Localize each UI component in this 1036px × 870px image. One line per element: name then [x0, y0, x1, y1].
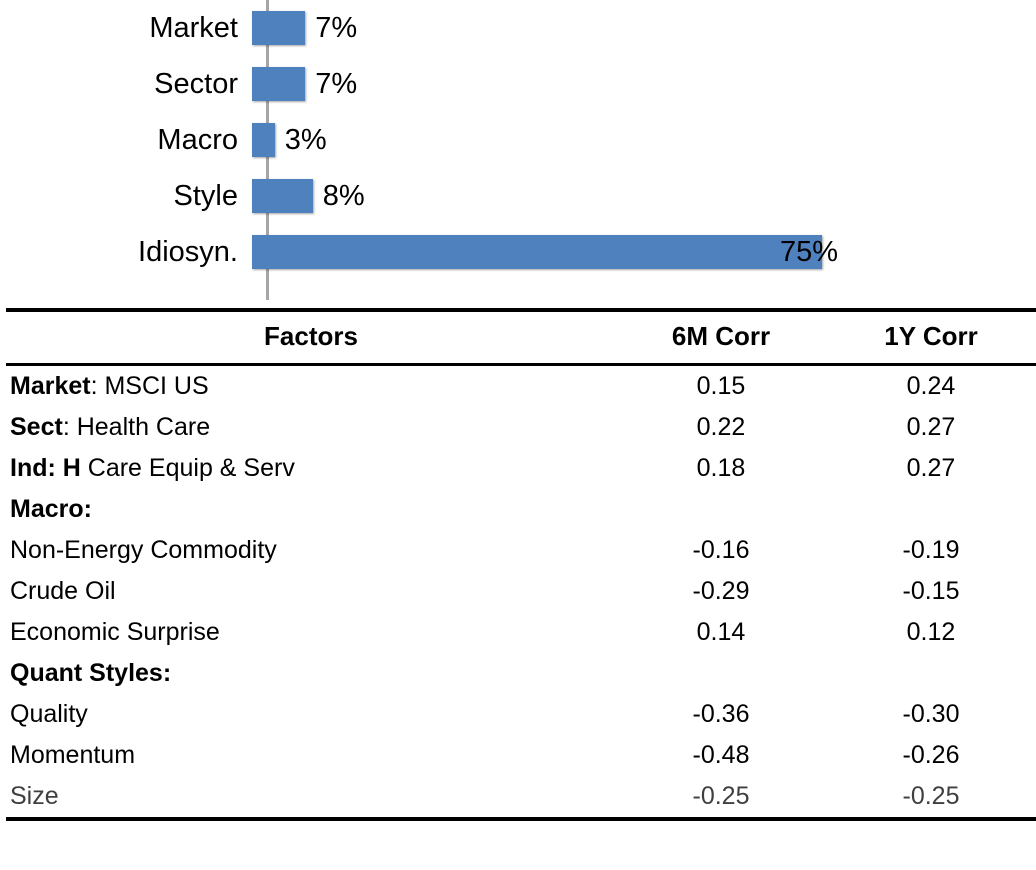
- factor-name-text: Economic Surprise: [10, 618, 220, 646]
- factor-name-cell: [6, 489, 616, 530]
- factor-name-bold: Macro:: [10, 495, 92, 523]
- factor-name-bold: Market: [10, 372, 91, 400]
- table-row: [6, 530, 1036, 571]
- table-row: [6, 735, 1036, 776]
- bar-fill: [252, 11, 305, 45]
- bar-value-label: 7%: [315, 67, 358, 100]
- bar-list: [0, 0, 1036, 280]
- table-row: [6, 365, 1036, 408]
- corr-6m-cell: -0.48: [692, 741, 750, 769]
- factor-name-text: : MSCI US: [90, 372, 209, 400]
- bar-category-label: Idiosyn.: [138, 235, 238, 268]
- table-body: [6, 365, 1036, 820]
- factor-name-cell: [6, 776, 616, 819]
- bar-fill: [252, 235, 822, 269]
- bar-category-label: Style: [173, 179, 238, 212]
- bar-track: [252, 112, 1036, 168]
- corr-6m-cell: -0.16: [692, 536, 750, 564]
- corr-6m-cell: 0.15: [696, 372, 746, 400]
- bar-row: [0, 0, 1036, 56]
- column-header-factors: Factors: [264, 321, 358, 351]
- corr-1y-cell: [826, 489, 1036, 530]
- corr-6m-cell: [616, 489, 826, 530]
- corr-1y-cell: 0.27: [906, 413, 956, 441]
- correlation-table: [6, 308, 1036, 821]
- factor-name-cell: [6, 365, 616, 408]
- bar-value-label: 75%: [779, 235, 838, 268]
- table-row: [6, 489, 1036, 530]
- bar-value-label: 3%: [284, 123, 327, 156]
- factor-name-text: : Health Care: [62, 413, 211, 441]
- factor-name-text: Size: [10, 782, 59, 810]
- bar-value-label: 8%: [322, 179, 365, 212]
- corr-1y-cell: -0.25: [902, 782, 960, 810]
- bar-track: [252, 56, 1036, 112]
- factor-name-cell: [6, 530, 616, 571]
- table-row: [6, 776, 1036, 819]
- table-row: [6, 694, 1036, 735]
- corr-1y-cell: [826, 653, 1036, 694]
- factor-name-text: Non-Energy Commodity: [10, 536, 277, 564]
- factor-name-bold: Sect: [10, 413, 63, 441]
- corr-1y-cell: -0.15: [902, 577, 960, 605]
- column-header-6m-corr: 6M Corr: [671, 321, 771, 351]
- table-header: [6, 310, 1036, 365]
- factor-name-cell: [6, 448, 616, 489]
- corr-1y-cell: 0.27: [906, 454, 956, 482]
- bar-category-label: Sector: [154, 67, 238, 100]
- table-row: [6, 407, 1036, 448]
- bar-row: [0, 224, 1036, 280]
- factor-name-text: Care Equip & Serv: [80, 454, 295, 482]
- bar-track: [252, 168, 1036, 224]
- factor-correlation-table: [0, 308, 1036, 821]
- bar-row: [0, 168, 1036, 224]
- factor-attribution-bar-chart: [0, 0, 1036, 308]
- corr-1y-cell: -0.19: [902, 536, 960, 564]
- table-row: [6, 571, 1036, 612]
- corr-1y-cell: 0.24: [906, 372, 956, 400]
- table-row: [6, 448, 1036, 489]
- bar-track: [252, 0, 1036, 56]
- corr-6m-cell: -0.29: [692, 577, 750, 605]
- corr-6m-cell: [616, 653, 826, 694]
- bar-fill: [252, 123, 275, 157]
- factor-name-text: Momentum: [10, 741, 136, 769]
- table-row: [6, 653, 1036, 694]
- factor-name-text: Crude Oil: [10, 577, 116, 605]
- bar-fill: [252, 179, 313, 213]
- table-row: [6, 612, 1036, 653]
- bar-track: [252, 224, 1036, 280]
- factor-name-bold: Ind: H: [10, 454, 81, 482]
- corr-6m-cell: 0.22: [696, 413, 746, 441]
- bar-row: [0, 112, 1036, 168]
- corr-6m-cell: 0.18: [696, 454, 746, 482]
- corr-6m-cell: -0.36: [692, 700, 750, 728]
- factor-name-bold: Quant Styles:: [10, 659, 172, 687]
- column-header-1y-corr: 1Y Corr: [884, 321, 978, 351]
- bar-category-label: Market: [149, 11, 238, 44]
- factor-name-cell: [6, 653, 616, 694]
- bar-value-label: 7%: [315, 11, 358, 44]
- bar-row: [0, 56, 1036, 112]
- corr-1y-cell: -0.26: [902, 741, 960, 769]
- corr-6m-cell: -0.25: [692, 782, 750, 810]
- corr-1y-cell: -0.30: [902, 700, 960, 728]
- factor-name-text: Quality: [10, 700, 88, 728]
- factor-name-cell: [6, 612, 616, 653]
- corr-6m-cell: 0.14: [696, 618, 746, 646]
- corr-1y-cell: 0.12: [906, 618, 956, 646]
- bar-fill: [252, 67, 305, 101]
- factor-name-cell: [6, 735, 616, 776]
- bar-category-label: Macro: [157, 123, 238, 156]
- factor-name-cell: [6, 571, 616, 612]
- factor-name-cell: [6, 694, 616, 735]
- factor-name-cell: [6, 407, 616, 448]
